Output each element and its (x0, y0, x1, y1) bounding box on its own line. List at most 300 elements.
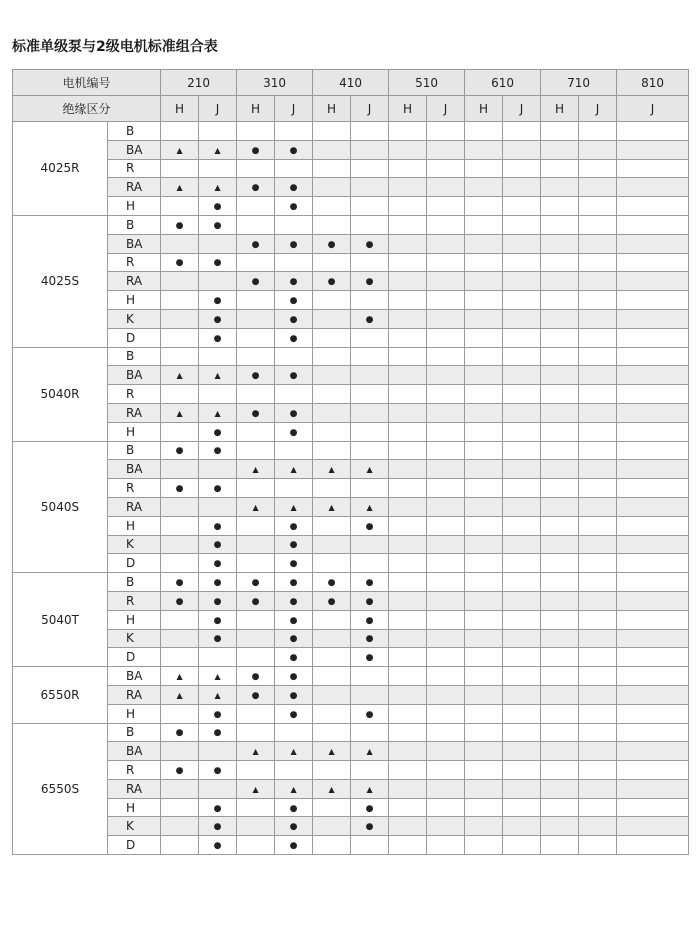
data-cell (427, 159, 465, 178)
data-cell (161, 667, 199, 686)
data-cell (579, 779, 617, 798)
data-cell (237, 366, 275, 385)
standard-dot-icon: ● (365, 709, 374, 720)
table-row (13, 291, 689, 310)
data-cell (351, 140, 389, 159)
standard-dot-icon: ● (289, 333, 298, 344)
data-cell (389, 723, 427, 742)
data-cell (237, 610, 275, 629)
data-cell (389, 554, 427, 573)
standard-dot-icon: ● (175, 596, 184, 607)
header-row-motors (13, 70, 689, 96)
data-cell (579, 234, 617, 253)
data-cell (541, 817, 579, 836)
type-cell: H (108, 516, 161, 535)
type-cell: H (108, 610, 161, 629)
data-cell (503, 234, 541, 253)
data-cell (351, 554, 389, 573)
data-cell (199, 309, 237, 328)
data-cell (617, 535, 689, 554)
table-row (13, 122, 689, 141)
standard-dot-icon: ● (289, 841, 298, 852)
data-cell (237, 403, 275, 422)
model-cell-4025R: 4025R (13, 122, 108, 216)
optional-triangle-icon: ▲ (290, 502, 297, 512)
data-cell (313, 178, 351, 197)
data-cell (313, 497, 351, 516)
data-cell (503, 723, 541, 742)
type-cell: RA (108, 403, 161, 422)
data-cell (161, 140, 199, 159)
data-cell (199, 328, 237, 347)
type-cell: B (108, 122, 161, 141)
data-cell (161, 779, 199, 798)
data-cell (237, 253, 275, 272)
data-cell (503, 309, 541, 328)
data-cell (275, 516, 313, 535)
data-cell (617, 779, 689, 798)
data-cell (465, 197, 503, 216)
data-cell (503, 516, 541, 535)
standard-dot-icon: ● (365, 803, 374, 814)
data-cell (427, 836, 465, 855)
motor-header-310: 310 (237, 70, 313, 96)
data-cell (161, 685, 199, 704)
data-cell (199, 422, 237, 441)
data-cell (199, 253, 237, 272)
table-row (13, 573, 689, 592)
type-cell: RA (108, 685, 161, 704)
standard-dot-icon: ● (213, 540, 222, 551)
type-cell: RA (108, 779, 161, 798)
data-cell (161, 742, 199, 761)
data-cell (351, 122, 389, 141)
data-cell (199, 629, 237, 648)
data-cell (427, 742, 465, 761)
data-cell (313, 422, 351, 441)
data-cell (617, 122, 689, 141)
standard-dot-icon: ● (289, 578, 298, 589)
type-cell: R (108, 761, 161, 780)
data-cell (579, 836, 617, 855)
data-cell (465, 140, 503, 159)
model-cell-4025S: 4025S (13, 215, 108, 347)
data-cell (199, 667, 237, 686)
data-cell (541, 685, 579, 704)
data-cell (161, 234, 199, 253)
standard-dot-icon: ● (289, 145, 298, 156)
data-cell (161, 366, 199, 385)
data-cell (199, 234, 237, 253)
data-cell (541, 516, 579, 535)
data-cell (465, 667, 503, 686)
data-cell (465, 441, 503, 460)
data-cell (237, 761, 275, 780)
data-cell (617, 309, 689, 328)
data-cell (427, 403, 465, 422)
table-row (13, 629, 689, 648)
data-cell (313, 723, 351, 742)
data-cell (237, 535, 275, 554)
data-cell (275, 836, 313, 855)
data-cell (427, 723, 465, 742)
data-cell (161, 272, 199, 291)
data-cell (579, 761, 617, 780)
data-cell (199, 140, 237, 159)
standard-dot-icon: ● (289, 183, 298, 194)
data-cell (313, 648, 351, 667)
data-cell (199, 554, 237, 573)
data-cell (617, 610, 689, 629)
data-cell (503, 253, 541, 272)
standard-dot-icon: ● (213, 559, 222, 570)
data-cell (389, 366, 427, 385)
insulation-class-label: 绝缘区分 (13, 96, 161, 122)
table-row (13, 366, 689, 385)
data-cell (541, 497, 579, 516)
data-cell (275, 704, 313, 723)
data-cell (389, 347, 427, 366)
data-cell (275, 422, 313, 441)
data-cell (199, 178, 237, 197)
table-row (13, 685, 689, 704)
data-cell (389, 479, 427, 498)
data-cell (617, 215, 689, 234)
data-cell (617, 817, 689, 836)
data-cell (351, 159, 389, 178)
data-cell (237, 516, 275, 535)
data-cell (465, 403, 503, 422)
data-cell (541, 591, 579, 610)
data-cell (237, 178, 275, 197)
data-cell (617, 798, 689, 817)
data-cell (313, 291, 351, 310)
data-cell (579, 385, 617, 404)
data-cell (503, 422, 541, 441)
optional-triangle-icon: ▲ (328, 465, 335, 475)
data-cell (199, 798, 237, 817)
standard-dot-icon: ● (289, 277, 298, 288)
data-cell (275, 291, 313, 310)
type-cell: K (108, 629, 161, 648)
data-cell (427, 573, 465, 592)
data-cell (427, 178, 465, 197)
table-row (13, 610, 689, 629)
data-cell (503, 648, 541, 667)
data-cell (503, 197, 541, 216)
data-cell (389, 497, 427, 516)
data-cell (579, 178, 617, 197)
standard-dot-icon: ● (289, 521, 298, 532)
type-cell: H (108, 197, 161, 216)
data-cell (579, 347, 617, 366)
data-cell (161, 497, 199, 516)
type-cell: BA (108, 366, 161, 385)
data-cell (389, 779, 427, 798)
data-cell (465, 610, 503, 629)
data-cell (389, 441, 427, 460)
data-cell (541, 122, 579, 141)
data-cell (389, 460, 427, 479)
standard-dot-icon: ● (213, 521, 222, 532)
type-cell: B (108, 573, 161, 592)
header-row-insulation (13, 96, 689, 122)
data-cell (161, 516, 199, 535)
data-cell (617, 573, 689, 592)
data-cell (275, 272, 313, 291)
data-cell (541, 610, 579, 629)
type-cell: H (108, 422, 161, 441)
table-row (13, 497, 689, 516)
data-cell (427, 215, 465, 234)
data-cell (161, 798, 199, 817)
data-cell (389, 309, 427, 328)
data-cell (389, 422, 427, 441)
data-cell (313, 516, 351, 535)
table-row (13, 385, 689, 404)
standard-dot-icon: ● (213, 709, 222, 720)
data-cell (541, 836, 579, 855)
data-cell (237, 779, 275, 798)
table-row (13, 667, 689, 686)
data-cell (541, 648, 579, 667)
combination-table (12, 69, 689, 855)
data-cell (161, 610, 199, 629)
data-cell (465, 347, 503, 366)
data-cell (389, 817, 427, 836)
data-cell (617, 197, 689, 216)
standard-dot-icon: ● (365, 615, 374, 626)
data-cell (199, 704, 237, 723)
data-cell (351, 648, 389, 667)
data-cell (503, 742, 541, 761)
data-cell (579, 535, 617, 554)
type-cell: K (108, 309, 161, 328)
data-cell (427, 497, 465, 516)
data-cell (275, 479, 313, 498)
data-cell (237, 667, 275, 686)
type-cell: R (108, 159, 161, 178)
data-cell (199, 159, 237, 178)
data-cell (541, 272, 579, 291)
data-cell (617, 554, 689, 573)
data-cell (237, 573, 275, 592)
data-cell (541, 798, 579, 817)
data-cell (199, 591, 237, 610)
data-cell (351, 685, 389, 704)
data-cell (313, 610, 351, 629)
data-cell (237, 422, 275, 441)
data-cell (199, 742, 237, 761)
data-cell (199, 441, 237, 460)
data-cell (161, 403, 199, 422)
data-cell (579, 723, 617, 742)
table-row (13, 403, 689, 422)
data-cell (313, 140, 351, 159)
data-cell (465, 385, 503, 404)
standard-dot-icon: ● (289, 296, 298, 307)
data-cell (427, 140, 465, 159)
data-cell (199, 723, 237, 742)
data-cell (579, 122, 617, 141)
data-cell (237, 685, 275, 704)
data-cell (351, 497, 389, 516)
data-cell (313, 798, 351, 817)
data-cell (313, 441, 351, 460)
data-cell (389, 140, 427, 159)
standard-dot-icon: ● (289, 690, 298, 701)
insulation-class-header: J (617, 96, 689, 122)
data-cell (161, 535, 199, 554)
data-cell (161, 761, 199, 780)
data-cell (465, 159, 503, 178)
data-cell (503, 798, 541, 817)
standard-dot-icon: ● (289, 239, 298, 250)
data-cell (161, 159, 199, 178)
data-cell (579, 648, 617, 667)
type-cell: B (108, 347, 161, 366)
data-cell (465, 573, 503, 592)
data-cell (503, 817, 541, 836)
standard-dot-icon: ● (213, 578, 222, 589)
data-cell (313, 704, 351, 723)
data-cell (503, 460, 541, 479)
data-cell (199, 836, 237, 855)
data-cell (465, 460, 503, 479)
data-cell (503, 836, 541, 855)
table-row (13, 742, 689, 761)
table-row (13, 272, 689, 291)
standard-dot-icon: ● (289, 653, 298, 664)
data-cell (465, 253, 503, 272)
optional-triangle-icon: ▲ (214, 145, 221, 155)
optional-triangle-icon: ▲ (366, 747, 373, 757)
data-cell (199, 366, 237, 385)
table-row (13, 422, 689, 441)
data-cell (313, 385, 351, 404)
data-cell (541, 704, 579, 723)
data-cell (161, 704, 199, 723)
data-cell (389, 159, 427, 178)
table-row (13, 328, 689, 347)
data-cell (351, 516, 389, 535)
data-cell (275, 460, 313, 479)
data-cell (275, 385, 313, 404)
standard-dot-icon: ● (251, 672, 260, 682)
standard-dot-icon: ● (365, 521, 374, 532)
table-row (13, 347, 689, 366)
data-cell (427, 197, 465, 216)
data-cell (389, 535, 427, 554)
data-cell (237, 159, 275, 178)
data-cell (617, 441, 689, 460)
data-cell (617, 685, 689, 704)
data-cell (389, 798, 427, 817)
table-row (13, 723, 689, 742)
data-cell (503, 178, 541, 197)
data-cell (541, 441, 579, 460)
page-title: 标准单级泵与2级电机标准组合表 (12, 39, 218, 55)
data-cell (237, 122, 275, 141)
data-cell (427, 685, 465, 704)
optional-triangle-icon: ▲ (252, 747, 259, 757)
optional-triangle-icon: ▲ (214, 408, 221, 418)
data-cell (579, 366, 617, 385)
data-cell (275, 817, 313, 836)
data-cell (427, 648, 465, 667)
type-cell: R (108, 385, 161, 404)
optional-triangle-icon: ▲ (366, 502, 373, 512)
standard-dot-icon: ● (213, 615, 222, 626)
standard-dot-icon: ● (251, 239, 260, 250)
data-cell (465, 479, 503, 498)
data-cell (541, 460, 579, 479)
standard-dot-icon: ● (251, 145, 260, 156)
data-cell (161, 591, 199, 610)
optional-triangle-icon: ▲ (176, 371, 183, 381)
standard-dot-icon: ● (175, 765, 184, 776)
standard-dot-icon: ● (213, 314, 222, 325)
type-cell: B (108, 723, 161, 742)
data-cell (351, 197, 389, 216)
data-cell (617, 422, 689, 441)
data-cell (617, 385, 689, 404)
optional-triangle-icon: ▲ (176, 183, 183, 193)
data-cell (427, 441, 465, 460)
data-cell (351, 328, 389, 347)
data-cell (275, 798, 313, 817)
standard-dot-icon: ● (213, 258, 222, 269)
standard-dot-icon: ● (289, 672, 298, 682)
data-cell (313, 685, 351, 704)
model-cell-5040R: 5040R (13, 347, 108, 441)
data-cell (427, 366, 465, 385)
data-cell (237, 328, 275, 347)
data-cell (541, 723, 579, 742)
data-cell (351, 234, 389, 253)
data-cell (237, 798, 275, 817)
motor-header-710: 710 (541, 70, 617, 96)
data-cell (617, 253, 689, 272)
standard-dot-icon: ● (365, 314, 374, 325)
data-cell (389, 516, 427, 535)
data-cell (427, 798, 465, 817)
data-cell (313, 817, 351, 836)
data-cell (579, 667, 617, 686)
standard-dot-icon: ● (213, 202, 222, 213)
data-cell (465, 272, 503, 291)
optional-triangle-icon: ▲ (328, 747, 335, 757)
data-cell (465, 291, 503, 310)
table-row (13, 798, 689, 817)
table-row (13, 309, 689, 328)
optional-triangle-icon: ▲ (176, 145, 183, 155)
data-cell (161, 573, 199, 592)
data-cell (427, 610, 465, 629)
standard-dot-icon: ● (365, 277, 374, 288)
table-row (13, 197, 689, 216)
data-cell (275, 309, 313, 328)
data-cell (275, 497, 313, 516)
data-cell (541, 140, 579, 159)
data-cell (503, 591, 541, 610)
standard-dot-icon: ● (289, 709, 298, 720)
data-cell (237, 704, 275, 723)
table-row (13, 479, 689, 498)
data-cell (389, 234, 427, 253)
standard-dot-icon: ● (213, 427, 222, 438)
data-cell (465, 366, 503, 385)
